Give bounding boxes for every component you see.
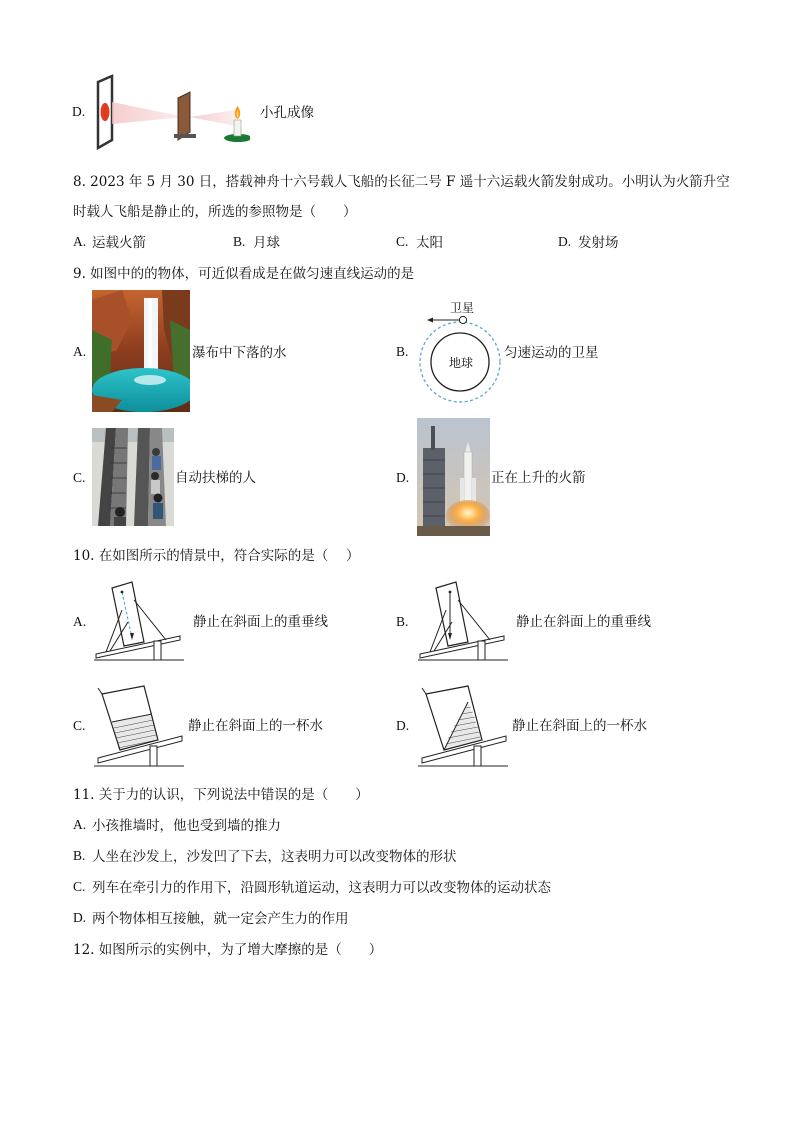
plumb-line-figure-b <box>418 578 510 662</box>
q9-option-a-label: A. <box>73 344 87 359</box>
q9-option-b-label: B. <box>396 344 409 359</box>
q10-option-b-text: 静止在斜面上的重垂线 <box>516 614 651 630</box>
q9-option-c-label: C. <box>73 470 86 485</box>
q11-option-d-text: 两个物体相互接触，就一定会产生力的作用 <box>92 911 349 927</box>
q10-option-d-text: 静止在斜面上的一杯水 <box>512 718 647 734</box>
q9-option-b-text: 匀速运动的卫星 <box>504 345 599 361</box>
q8-option-a-text: 运载火箭 <box>92 235 146 251</box>
q11-stem: 11. 关于力的认识，下列说法中错误的是（ ） <box>73 787 369 803</box>
q11-option-a-text: 小孩推墙时，他也受到墙的推力 <box>92 818 281 834</box>
earth-label: 地球 <box>449 356 474 370</box>
q11-option-b-text: 人坐在沙发上，沙发凹了下去，这表明力可以改变物体的形状 <box>92 849 457 865</box>
q11-option-b-label: B. <box>73 848 86 863</box>
q8-option-d-label: D. <box>558 234 572 249</box>
satellite-label: 卫星 <box>450 301 475 315</box>
waterfall-photo <box>92 290 190 412</box>
q9-option-c-text: 自动扶梯的人 <box>175 470 256 486</box>
q8-option-b-text: 月球 <box>253 235 280 251</box>
rocket-launch-photo <box>417 418 490 536</box>
q10-option-c-text: 静止在斜面上的一杯水 <box>188 718 323 734</box>
pinhole-imaging-figure <box>90 72 250 152</box>
q7-option-d-label: D. <box>72 104 86 119</box>
q9-option-a-text: 瀑布中下落的水 <box>192 345 287 361</box>
q11-option-c-text: 列车在牵引力的作用下，沿圆形轨道运动，这表明力可以改变物体的运动状态 <box>92 880 551 896</box>
q10-option-a-label: A. <box>73 614 87 629</box>
q12-stem: 12. 如图所示的实例中，为了增大摩擦的是（ ） <box>73 942 383 958</box>
q8-option-c-label: C. <box>396 234 409 249</box>
q11-option-d-label: D. <box>73 910 87 925</box>
q10-option-b-label: B. <box>396 614 409 629</box>
q8-option-d-text: 发射场 <box>578 235 619 251</box>
q11-option-a-label: A. <box>73 817 87 832</box>
q10-option-c-label: C. <box>73 718 86 733</box>
q7-option-d-text: 小孔成像 <box>260 105 314 121</box>
q8-option-a-label: A. <box>73 234 87 249</box>
q10-option-d-label: D. <box>396 718 410 733</box>
q10-option-a-text: 静止在斜面上的重垂线 <box>193 614 328 630</box>
q9-stem: 9. 如图中的的物体，可近似看成是在做匀速直线运动的是 <box>73 266 415 282</box>
q10-stem: 10. 在如图所示的情景中，符合实际的是（ ） <box>73 548 360 564</box>
q8-option-b-label: B. <box>233 234 246 249</box>
q11-option-c-label: C. <box>73 879 86 894</box>
water-cup-figure-c <box>94 684 186 768</box>
plumb-line-figure-a <box>94 578 186 662</box>
q9-option-d-label: D. <box>396 470 410 485</box>
q8-stem-line1: 8. 2023 年 5 月 30 日，搭载神舟十六号载人飞船的长征二号 F 遥十六运载火箭发射成功。小明认为火箭升空 <box>73 174 730 190</box>
q8-option-c-text: 太阳 <box>416 235 443 251</box>
escalator-photo <box>92 428 174 526</box>
water-cup-figure-d <box>418 684 510 768</box>
q9-option-d-text: 正在上升的火箭 <box>491 470 586 486</box>
q8-stem-line2: 时载人飞船是静止的，所选的参照物是（ ） <box>73 204 357 220</box>
